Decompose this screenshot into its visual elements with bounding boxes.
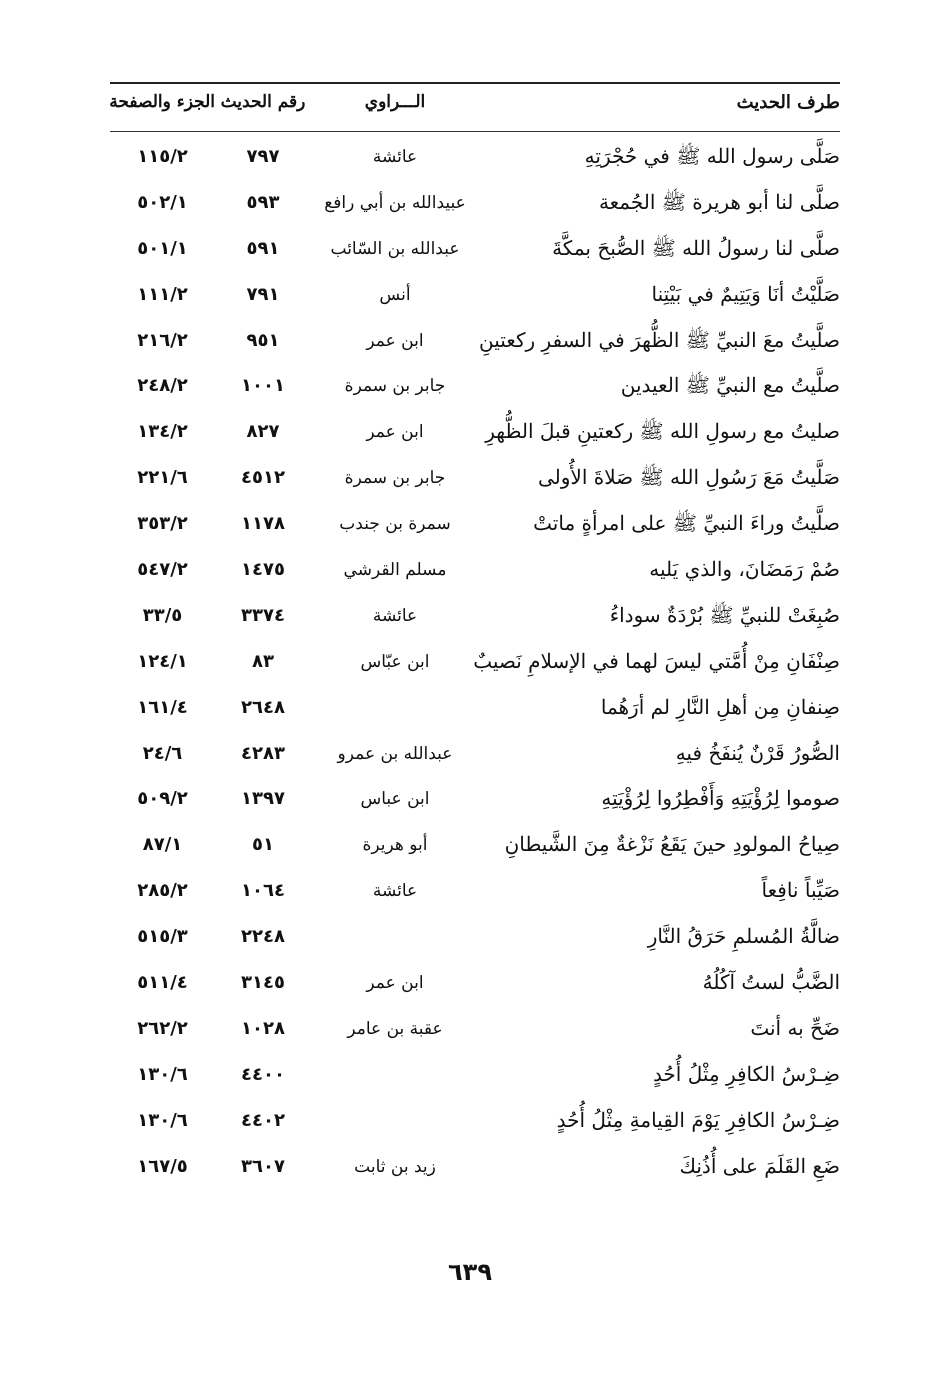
hadith-number: ٨٢٧: [246, 421, 280, 443]
table-row: [110, 692, 840, 738]
hadith-text: ضَحِّ به أنتَ: [750, 1015, 840, 1040]
table-row: [110, 508, 840, 554]
table-row: [110, 325, 840, 371]
hadith-text: صلَّيتُ وراءَ النبيِّ ﷺ على امرأةٍ ماتتْ: [533, 511, 840, 536]
table-row: [110, 416, 840, 462]
narrator: ابن عبّاس: [360, 651, 430, 672]
hadith-number: ٢٦٤٨: [241, 696, 285, 718]
table-row: [110, 554, 840, 600]
narrator: ابن عمر: [366, 330, 424, 351]
hadith-number: ٩٥١: [246, 329, 280, 351]
hadith-number: ٥٩١: [246, 237, 280, 259]
hadith-text: صُمْ رَمَضَانَ، والذي يَليه: [649, 557, 840, 582]
narrator: عبدالله بن السّائب: [330, 238, 460, 259]
hadith-number: ١٤٧٥: [241, 559, 285, 581]
hadith-number: ١١٧٨: [241, 513, 285, 535]
narrator: عائشة: [372, 605, 418, 626]
volume-page: ٥٠١/١: [137, 237, 188, 259]
volume-page: ٨٧/١: [142, 834, 183, 856]
table-row: [110, 279, 840, 325]
volume-page: ١٣٤/٢: [137, 421, 188, 443]
hadith-number: ٥٩٣: [246, 191, 280, 213]
hadith-text: صَلَّيتُ مَعَ رَسُولِ الله ﷺ صَلاةَ الأُولى: [538, 465, 840, 490]
header-hadith-number: رقم الحديث: [220, 92, 306, 112]
narrator: ابن عمر: [366, 973, 424, 994]
volume-page: ١١٥/٢: [137, 146, 188, 167]
hadith-number: ٣٣٧٤: [241, 604, 285, 626]
volume-page: ٣٥٣/٢: [137, 513, 188, 535]
table-row: [110, 370, 840, 416]
hadith-text: صلَّى لنا أبو هريرة ﷺ الجُمعة: [598, 189, 840, 214]
table-row: [110, 141, 840, 187]
volume-page: ١٢٤/١: [137, 650, 188, 672]
table-row: [110, 738, 840, 784]
hadith-text: صِياحُ المولودِ حينَ يَقَعُ نَزْغةٌ مِنَ الشَّيطانِ: [504, 832, 840, 857]
volume-page: ٥٤٧/٢: [137, 559, 188, 581]
volume-page: ٥٠٢/١: [137, 191, 188, 213]
hadith-text: صِنْفَانِ مِنْ أُمَّتي ليسَ لهما في الإسلامِ نَصيبٌ: [473, 648, 840, 673]
hadith-text: صوموا لِرُؤْيَتِهِ وَأَفْطِرُوا لِرُؤْيَتِهِ: [601, 786, 840, 811]
hadith-number: ٢٢٤٨: [241, 926, 285, 948]
table-row: [110, 875, 840, 921]
hadith-text: الصُّورُ قَرْنٌ يُنفَخُ فيهِ: [675, 740, 840, 765]
narrator: جابر بن سمرة: [344, 376, 446, 397]
table-row: [110, 829, 840, 875]
table-row: [110, 783, 840, 829]
volume-page: ٢٢١/٦: [137, 467, 188, 489]
narrator: ابن عباس: [360, 789, 430, 810]
hadith-text: صليتُ مع رسولِ الله ﷺ ركعتينِ قبلَ الظُّهرِ: [485, 419, 840, 444]
index-table: [110, 141, 840, 1196]
hadith-text: ضالَّةُ المُسلمِ حَرَقُ النَّارِ: [647, 924, 840, 949]
volume-page: ١١١/٢: [137, 283, 188, 305]
volume-page: ٥١١/٤: [137, 972, 188, 994]
hadith-number: ٤٢٨٣: [241, 742, 285, 764]
table-row: [110, 1013, 840, 1059]
volume-page: ٥١٥/٣: [137, 926, 188, 948]
hadith-number: ٥١: [252, 834, 274, 856]
hadith-number: ٤٤٠٢: [241, 1109, 285, 1131]
volume-page: ٢٨٥/٢: [137, 880, 188, 902]
header-hadith-text: طرف الحديث: [736, 92, 840, 113]
hadith-text: الضَّبُّ لستُ آكُلُهُ: [702, 970, 840, 995]
table-row: [110, 921, 840, 967]
narrator: عبدالله بن عمرو: [337, 743, 453, 764]
hadith-text: صلَّيتُ معَ النبيِّ ﷺ الظُّهرَ في السفرِ ركعتينِ: [479, 327, 840, 352]
hadith-number: ١٠٢٨: [241, 1017, 285, 1039]
volume-page: ١٦٧/٥: [137, 1155, 188, 1177]
narrator: عائشة: [372, 881, 418, 902]
narrator: ابن عمر: [366, 422, 424, 443]
narrator: سمرة بن جندب: [339, 514, 451, 535]
volume-page: ٢١٦/٢: [137, 329, 188, 351]
table-row: [110, 1151, 840, 1197]
volume-page: ٢٤/٦: [142, 742, 183, 764]
volume-page: ٥٠٩/٢: [137, 788, 188, 810]
table-row: [110, 600, 840, 646]
table-row: [110, 233, 840, 279]
hadith-number: ٤٤٠٠: [241, 1063, 285, 1085]
hadith-text: صَيِّباً نافِعاً: [761, 878, 840, 903]
narrator: جابر بن سمرة: [344, 468, 446, 489]
hadith-text: صُبِغَتْ للنبيِّ ﷺ بُرْدَةٌ سوداءُ: [609, 602, 840, 627]
hadith-number: ١٠٦٤: [241, 880, 285, 902]
hadith-text: ضِـرْسُ الكافِرِ مِثْلُ أُحُدٍ: [652, 1061, 840, 1086]
narrator: زيد بن ثابت: [354, 1156, 436, 1177]
hadith-number: ٤٥١٢: [241, 467, 285, 489]
table-row: [110, 646, 840, 692]
hadith-number: ١٣٩٧: [241, 788, 285, 810]
hadith-text: صلَّى لنا رسولُ الله ﷺ الصُّبحَ بمكَّةَ: [552, 235, 840, 260]
volume-page: ١٦١/٤: [137, 696, 188, 718]
table-row: [110, 1105, 840, 1151]
narrator: أبو هريرة: [362, 835, 428, 856]
header-rule: [110, 131, 840, 132]
hadith-text: صَلَّى رسول الله ﷺ في حُجْرَتِهِ: [584, 144, 840, 168]
hadith-text: ضَعِ القَلَمَ على أُذُنِكَ: [679, 1153, 840, 1178]
hadith-number: ٨٣: [252, 650, 274, 672]
narrator: أنس: [379, 284, 411, 305]
table-row: [110, 187, 840, 233]
header-volume-page: الجزء والصفحة: [109, 92, 215, 112]
volume-page: ٢٤٨/٢: [137, 375, 188, 397]
hadith-number: ٧٩٧: [246, 146, 280, 167]
hadith-text: صَلَّيْتُ أنَا وَيَتِيمٌ في بَيْتِنا: [651, 281, 840, 306]
narrator: مسلم القرشي: [343, 560, 447, 581]
table-row: [110, 967, 840, 1013]
hadith-number: ٧٩١: [246, 283, 280, 305]
volume-page: ١٣٠/٦: [137, 1109, 188, 1131]
page-number: ٦٣٩: [448, 1258, 492, 1286]
table-row: [110, 1059, 840, 1105]
hadith-text: صلَّيتُ مع النبيِّ ﷺ العيدين: [620, 373, 840, 398]
hadith-text: ضِـرْسُ الكافِرِ يَوْمَ القِيامةِ مِثْلُ أُحُدٍ: [556, 1107, 840, 1132]
hadith-number: ٣٦٠٧: [241, 1155, 285, 1177]
top-rule: [110, 82, 840, 84]
hadith-text: صِنفانِ مِن أهلِ النَّارِ لم أرَهُما: [600, 694, 840, 719]
narrator: عقبة بن عامر: [347, 1018, 443, 1039]
hadith-number: ١٠٠١: [241, 375, 285, 397]
narrator: عائشة: [372, 147, 418, 167]
table-row: [110, 462, 840, 508]
table-header: [110, 92, 840, 128]
volume-page: ٣٣/٥: [142, 604, 183, 626]
volume-page: ١٣٠/٦: [137, 1063, 188, 1085]
header-narrator: الـــراوي: [364, 92, 426, 112]
volume-page: ٢٦٢/٢: [137, 1017, 188, 1039]
narrator: عبيدالله بن أبي رافع: [324, 192, 466, 213]
hadith-number: ٣١٤٥: [241, 972, 285, 994]
